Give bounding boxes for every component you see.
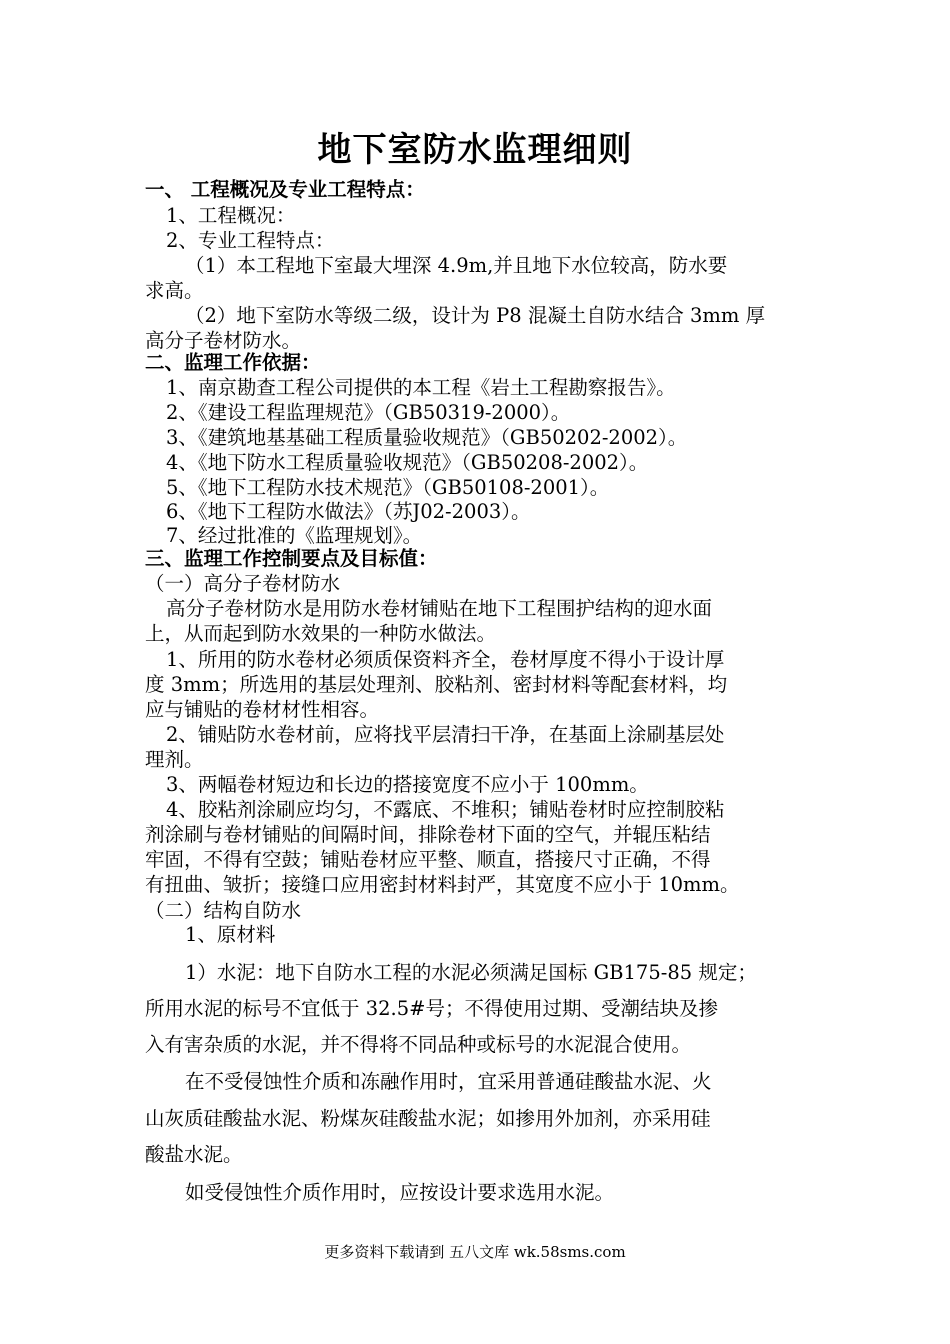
section-heading-3: 三、监理工作控制要点及目标值： bbox=[145, 547, 438, 570]
paragraph-line: 上，从而起到防水效果的一种防水做法。 bbox=[145, 622, 497, 645]
reference-item: 4、《地下防水工程质量验收规范》（GB50208-2002）。 bbox=[166, 451, 649, 474]
paragraph-line: 2、专业工程特点： bbox=[166, 229, 335, 252]
paragraph-line: 牢固，不得有空鼓；铺贴卷材应平整、顺直，搭接尺寸正确，不得 bbox=[145, 848, 711, 871]
reference-item: 3、《建筑地基基础工程质量验收规范》（GB50202-2002）。 bbox=[166, 426, 688, 449]
paragraph-line: 2、铺贴防水卷材前，应将找平层清扫干净，在基面上涂刷基层处 bbox=[166, 723, 725, 746]
paragraph-line: 高分子卷材防水。 bbox=[145, 329, 302, 352]
subsection-heading: （一）高分子卷材防水 bbox=[145, 572, 341, 595]
document-title: 地下室防水监理细则 bbox=[317, 130, 633, 170]
paragraph-line: 求高。 bbox=[145, 279, 204, 302]
paragraph-line: 4、胶粘剂涂刷应均匀，不露底、不堆积；铺贴卷材时应控制胶粘 bbox=[166, 798, 725, 821]
subsection-heading: （二）结构自防水 bbox=[145, 899, 302, 922]
paragraph-line: 山灰质硅酸盐水泥、粉煤灰硅酸盐水泥；如掺用外加剂，亦采用硅 bbox=[145, 1107, 711, 1130]
footer-text: 更多资料下载请到 五八文库 wk.58sms.com bbox=[324, 1243, 626, 1261]
paragraph-line: 理剂。 bbox=[145, 748, 204, 771]
paragraph-line: 1、工程概况： bbox=[166, 204, 296, 227]
paragraph-line: 1）水泥：地下自防水工程的水泥必须满足国标 GB175-85 规定； bbox=[185, 961, 757, 984]
paragraph-line: 1、原材料 bbox=[185, 923, 276, 946]
paragraph-line: （2）地下室防水等级二级，设计为 P8 混凝土自防水结合 3mm 厚 bbox=[185, 304, 766, 327]
paragraph-line: 酸盐水泥。 bbox=[145, 1143, 243, 1166]
paragraph-line: 入有害杂质的水泥，并不得将不同品种或标号的水泥混合使用。 bbox=[145, 1033, 692, 1056]
paragraph-line: 有扭曲、皱折；接缝口应用密封材料封严，其宽度不应小于 10mm。 bbox=[145, 873, 740, 896]
paragraph-line: 所用水泥的标号不宜低于 32.5#号；不得使用过期、受潮结块及掺 bbox=[145, 997, 718, 1020]
paragraph-line: 3、两幅卷材短边和长边的搭接宽度不应小于 100mm。 bbox=[166, 773, 649, 796]
paragraph-line: 在不受侵蚀性介质和冻融作用时，宜采用普通硅酸盐水泥、火 bbox=[185, 1070, 712, 1093]
reference-item: 7、经过批准的《监理规划》。 bbox=[166, 524, 423, 547]
paragraph-line: 应与铺贴的卷材材性相容。 bbox=[145, 698, 380, 721]
reference-item: 6、《地下工程防水做法》（苏J02-2003）。 bbox=[166, 500, 531, 523]
paragraph-line: 如受侵蚀性介质作用时，应按设计要求选用水泥。 bbox=[185, 1181, 615, 1204]
reference-item: 5、《地下工程防水技术规范》（GB50108-2001）。 bbox=[166, 476, 610, 499]
paragraph-line: 剂涂刷与卷材铺贴的间隔时间，排除卷材下面的空气，并辊压粘结 bbox=[145, 823, 711, 846]
paragraph-line: 高分子卷材防水是用防水卷材铺贴在地下工程围护结构的迎水面 bbox=[166, 597, 713, 620]
reference-item: 1、南京勘查工程公司提供的本工程《岩土工程勘察报告》。 bbox=[166, 376, 676, 399]
paragraph-line: （1）本工程地下室最大埋深 4.9m,并且地下水位较高，防水要 bbox=[185, 254, 728, 277]
paragraph-line: 度 3mm；所选用的基层处理剂、胶粘剂、密封材料等配套材料，均 bbox=[145, 673, 728, 696]
reference-item: 2、《建设工程监理规范》（GB50319-2000）。 bbox=[166, 401, 571, 424]
section-heading-1: 一、 工程概况及专业工程特点： bbox=[145, 178, 425, 201]
section-heading-2: 二、监理工作依据： bbox=[145, 351, 321, 374]
paragraph-line: 1、所用的防水卷材必须质保资料齐全，卷材厚度不得小于设计厚 bbox=[166, 648, 725, 671]
